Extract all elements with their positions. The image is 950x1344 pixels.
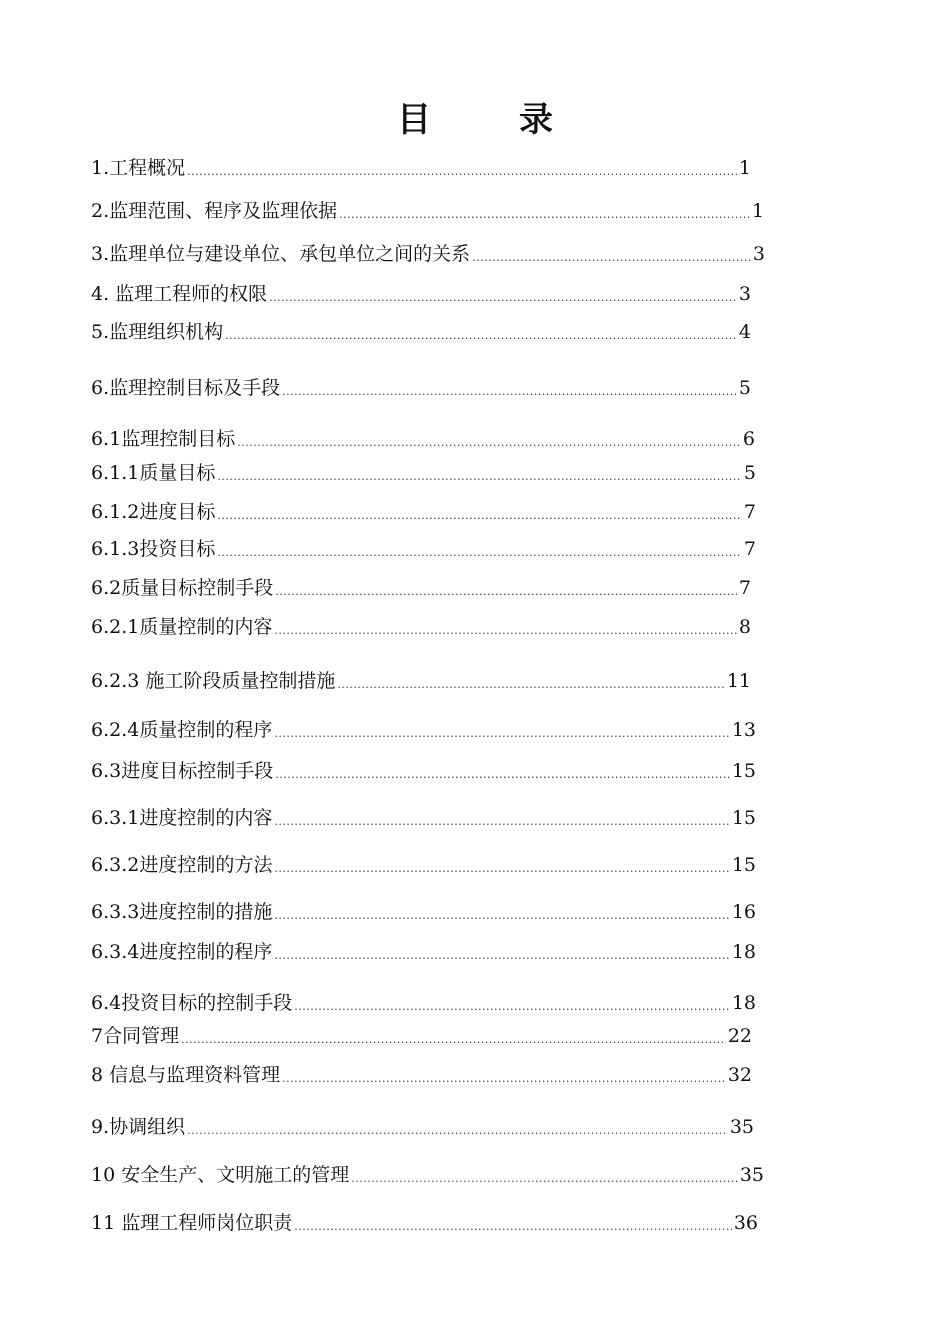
toc-entry-page: 18: [731, 992, 756, 1014]
toc-entry[interactable]: [91, 939, 756, 965]
toc-entry-label: 6.3.4进度控制的程序: [91, 941, 273, 963]
toc-entry-page: 13: [731, 719, 756, 741]
toc-entry-label: 6.4投资目标的控制手段: [91, 992, 293, 1014]
toc-entry-page: 32: [727, 1064, 752, 1086]
toc-leader-dots: [217, 536, 742, 562]
toc-leader-dots: [294, 1210, 732, 1236]
toc-entry[interactable]: [91, 1114, 754, 1140]
toc-entry-label: 6.2.4质量控制的程序: [91, 719, 273, 741]
toc-leader-dots: [217, 499, 742, 525]
toc-entry-page: 35: [739, 1164, 764, 1186]
toc-leader-dots: [275, 575, 737, 601]
toc-entry-label: 6.监理控制目标及手段: [91, 377, 281, 399]
toc-entry-page: 1: [751, 200, 764, 222]
toc-entry-page: 6: [742, 428, 755, 450]
toc-entry-page: 35: [729, 1116, 754, 1138]
toc-title-char-1: 目: [397, 100, 431, 140]
toc-entry[interactable]: [91, 899, 756, 925]
toc-entry[interactable]: [91, 717, 756, 743]
toc-leader-dots: [187, 1114, 728, 1140]
toc-entry-page: 16: [731, 901, 756, 923]
toc-entry[interactable]: [91, 852, 756, 878]
toc-entry-page: 36: [733, 1212, 758, 1234]
toc-entry-label: 6.1监理控制目标: [91, 428, 236, 450]
toc-entry-label: 9.协调组织: [91, 1116, 186, 1138]
toc-entry-page: 5: [738, 377, 751, 399]
toc-entry-label: 11 监理工程师岗位职责: [91, 1212, 293, 1234]
toc-entry[interactable]: [91, 1062, 752, 1088]
toc-entry-page: 7: [743, 501, 756, 523]
toc-entry[interactable]: [91, 281, 751, 307]
toc-leader-dots: [237, 426, 741, 452]
toc-entry-label: 7合同管理: [91, 1025, 180, 1047]
toc-entry[interactable]: [91, 536, 756, 562]
toc-leader-dots: [274, 805, 729, 831]
toc-leader-dots: [181, 1023, 726, 1049]
toc-entry-label: 10 安全生产、文明施工的管理: [91, 1164, 350, 1186]
toc-entry-page: 1: [738, 157, 751, 179]
toc-leader-dots: [282, 375, 737, 401]
toc-leader-dots: [339, 198, 750, 224]
toc-leader-dots: [217, 460, 742, 486]
toc-entry[interactable]: [91, 758, 756, 784]
toc-entry-label: 8 信息与监理资料管理: [91, 1064, 281, 1086]
toc-entry-page: 3: [738, 283, 751, 305]
toc-entry[interactable]: [91, 805, 756, 831]
toc-entry-label: 6.3进度目标控制手段: [91, 760, 274, 782]
toc-entry-page: 18: [731, 941, 756, 963]
toc-entry-label: 6.1.2进度目标: [91, 501, 216, 523]
toc-entry-label: 6.2质量目标控制手段: [91, 577, 274, 599]
toc-title-char-2: 录: [519, 100, 553, 140]
toc-entry[interactable]: [91, 426, 755, 452]
toc-entry-label: 2.监理范围、程序及监理依据: [91, 200, 338, 222]
toc-entry-page: 7: [743, 538, 756, 560]
toc-entry-label: 6.2.3 施工阶段质量控制措施: [91, 670, 336, 692]
toc-entry-label: 6.3.1进度控制的内容: [91, 807, 273, 829]
toc-leader-dots: [275, 758, 730, 784]
toc-entry-page: 15: [731, 760, 756, 782]
toc-leader-dots: [282, 1062, 726, 1088]
toc-entry[interactable]: [91, 460, 756, 486]
toc-leader-dots: [225, 319, 737, 345]
toc-entry[interactable]: [91, 668, 751, 694]
toc-leader-dots: [472, 241, 751, 267]
toc-entry-page: 11: [726, 670, 751, 692]
toc-entry[interactable]: [91, 319, 751, 345]
toc-leader-dots: [274, 899, 729, 925]
toc-entry-label: 3.监理单位与建设单位、承包单位之间的关系: [91, 243, 471, 265]
toc-entry[interactable]: [91, 241, 765, 267]
toc-entry-page: 4: [738, 321, 751, 343]
toc-entry-label: 5.监理组织机构: [91, 321, 224, 343]
toc-entry[interactable]: [91, 198, 764, 224]
toc-leader-dots: [269, 281, 737, 307]
toc-entry-label: 6.2.1质量控制的内容: [91, 616, 273, 638]
toc-entry[interactable]: [91, 1210, 758, 1236]
toc-entry-page: 15: [731, 854, 756, 876]
toc-leader-dots: [337, 668, 724, 694]
toc-entry-page: 15: [731, 807, 756, 829]
toc-entry-label: 4. 监理工程师的权限: [91, 283, 268, 305]
toc-entry[interactable]: [91, 1162, 764, 1188]
toc-leader-dots: [351, 1162, 738, 1188]
toc-entry-page: 7: [738, 577, 751, 599]
toc-leader-dots: [274, 852, 729, 878]
toc-entry-label: 6.1.1质量目标: [91, 462, 216, 484]
toc-entry[interactable]: [91, 155, 751, 181]
toc-leader-dots: [187, 155, 737, 181]
toc-entry[interactable]: [91, 375, 751, 401]
toc-title: [0, 92, 950, 141]
toc-entry[interactable]: [91, 499, 756, 525]
toc-entry-label: 6.3.2进度控制的方法: [91, 854, 273, 876]
toc-entry-page: 8: [738, 616, 751, 638]
toc-entry-page: 5: [743, 462, 756, 484]
toc-entry[interactable]: [91, 990, 756, 1016]
toc-leader-dots: [294, 990, 730, 1016]
toc-leader-dots: [274, 939, 729, 965]
toc-leader-dots: [274, 717, 729, 743]
toc-entry-label: 1.工程概况: [91, 157, 186, 179]
toc-entry[interactable]: [91, 614, 751, 640]
toc-leader-dots: [274, 614, 737, 640]
toc-entry-page: 22: [727, 1025, 752, 1047]
toc-entry[interactable]: [91, 575, 751, 601]
toc-entry[interactable]: [91, 1023, 752, 1049]
toc-entry-label: 6.3.3进度控制的措施: [91, 901, 273, 923]
toc-entry-page: 3: [752, 243, 765, 265]
toc-entry-label: 6.1.3投资目标: [91, 538, 216, 560]
